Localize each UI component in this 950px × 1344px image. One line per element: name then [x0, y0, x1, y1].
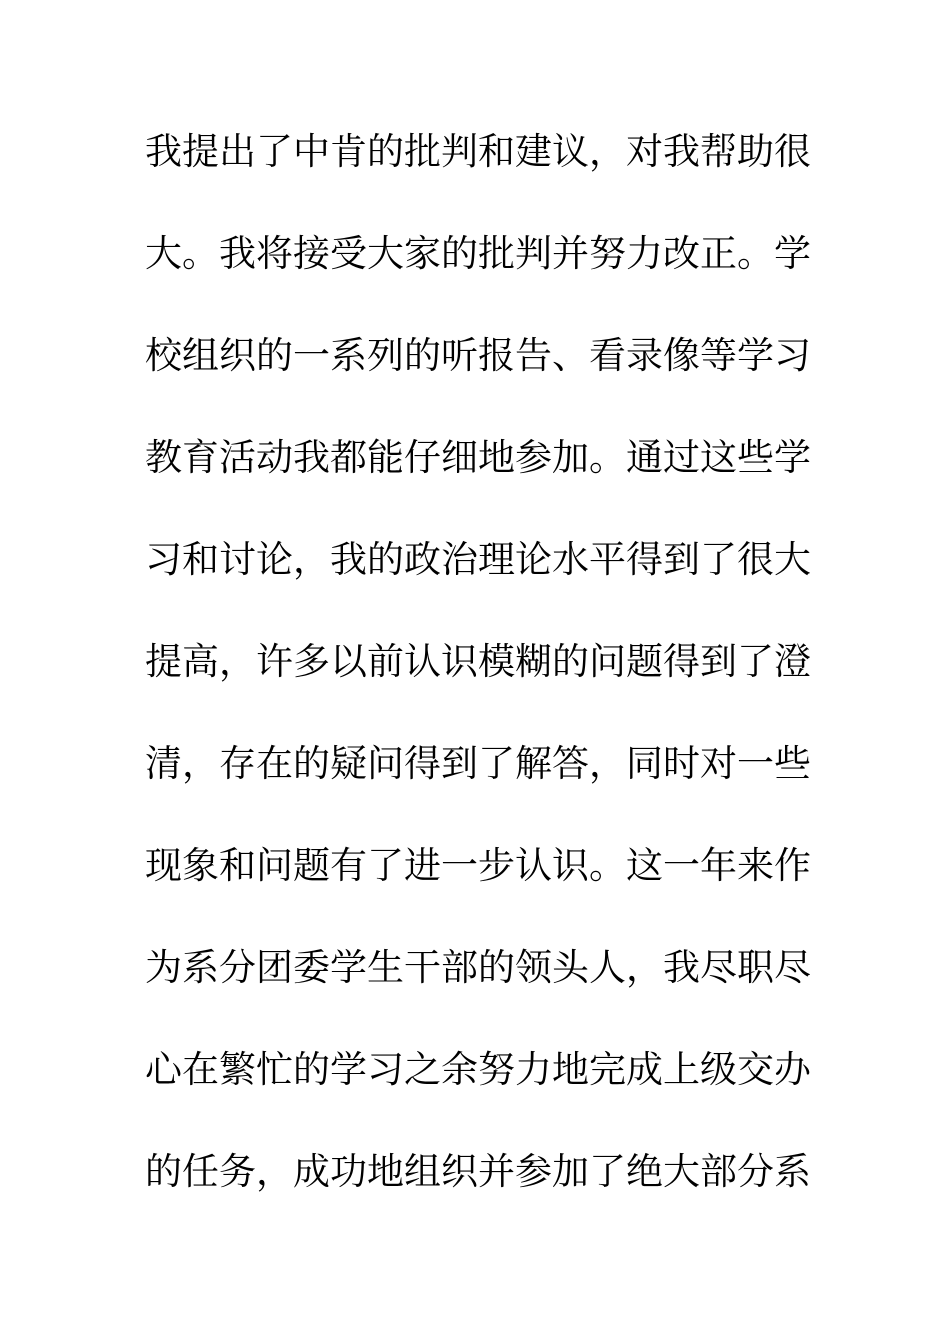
text-line-5: 习和讨论，我的政治理论水平得到了很大 — [145, 538, 811, 581]
text-line-7: 清，存在的疑问得到了解答，同时对一些 — [145, 742, 811, 785]
text-line-1: 我提出了中肯的批判和建议，对我帮助很 — [145, 130, 811, 173]
text-line-6: 提高，许多以前认识模糊的问题得到了澄 — [145, 640, 811, 683]
text-line-3: 校组织的一系列的听报告、看录像等学习 — [145, 334, 811, 377]
text-line-9: 为系分团委学生干部的领头人，我尽职尽 — [145, 946, 811, 989]
text-line-4: 教育活动我都能仔细地参加。通过这些学 — [145, 436, 811, 479]
text-line-11: 的任务，成功地组织并参加了绝大部分系 — [145, 1150, 811, 1193]
body-text — [145, 126, 811, 1248]
text-line-8: 现象和问题有了进一步认识。这一年来作 — [145, 844, 811, 887]
text-line-10: 心在繁忙的学习之余努力地完成上级交办 — [145, 1048, 811, 1091]
text-line-2: 大。我将接受大家的批判并努力改正。学 — [145, 232, 811, 275]
